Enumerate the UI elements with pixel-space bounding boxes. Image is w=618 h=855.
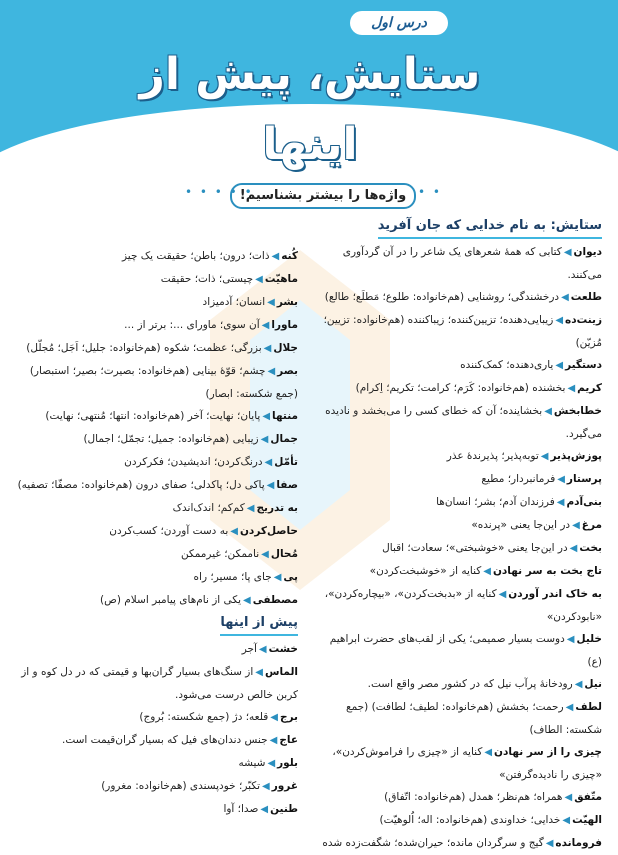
right-entries [312,241,602,855]
arrow-icon: ◀ [561,292,569,303]
glossary-definition: بخشنده (هم‌خانواده: کَرَم؛ کرامت؛ تکریم؛ اِکرام) [355,382,566,394]
glossary-definition: کنایه از «چیزی را فراموش‌کردن»، «چیزی را نادیده‌گرفتن» [332,746,602,781]
arrow-icon: ◀ [255,667,263,678]
glossary-entry [312,809,602,832]
glossary-entry [16,268,298,291]
glossary-entry [16,798,298,821]
glossary-term: به تدریج [256,502,298,514]
arrow-icon: ◀ [243,595,251,606]
glossary-term: طنین [270,803,298,815]
glossary-entry [312,309,602,354]
arrow-icon: ◀ [261,320,270,331]
glossary-definition: ناممکن؛ غیرممکن [180,548,260,560]
glossary-entry [16,752,298,775]
glossary-definition: خدایی؛ خداوندی (هم‌خانواده: اله؛ اُلوهیّت) [379,814,561,826]
arrow-icon: ◀ [260,434,269,445]
glossary-definition: تکبّر؛ خودپسندی (هم‌خانواده: مغرور) [101,780,261,792]
glossary-definition: آن سوی؛ ماورای ...: برتر از ... [124,319,260,331]
glossary-definition: همراه؛ هم‌نظر؛ همدل (هم‌خانواده: اتّفاق) [384,791,563,803]
glossary-entry [16,589,298,612]
glossary-entry [312,628,602,673]
glossary-definition: کنایه از «خوشبخت‌کردن» [369,565,482,577]
glossary-term: صفا [276,479,298,491]
arrow-icon: ◀ [264,457,273,468]
glossary-entry [312,354,602,377]
glossary-term: الهیّت [572,814,602,826]
page-title: ستایش، پیش از اینها [139,49,481,170]
arrow-icon: ◀ [258,644,267,655]
glossary-entry [16,451,298,474]
glossary-term: تأمّل [274,456,298,468]
arrow-icon: ◀ [269,735,278,746]
glossary-definition: پایان؛ نهایت؛ آخر (هم‌خانواده: انتها؛ مُنتهی؛ نهایت) [45,410,261,422]
arrow-icon: ◀ [498,589,507,600]
arrow-icon: ◀ [261,549,269,560]
arrow-icon: ◀ [271,251,280,262]
glossary-definition: آجر [241,643,257,655]
arrow-icon: ◀ [544,406,552,417]
glossary-term: خلیل [576,633,602,645]
glossary-entry [16,360,298,405]
arrow-icon: ◀ [266,480,275,491]
glossary-entry [16,729,298,752]
glossary-entry [312,491,602,514]
glossary-term: بصر [277,365,298,377]
glossary-entry [16,291,298,314]
glossary-entry [16,497,298,520]
arrow-icon: ◀ [557,474,565,485]
arrow-icon: ◀ [567,383,576,394]
glossary-entry [312,241,602,286]
glossary-term: بلور [277,757,298,769]
glossary-term: مصطفی [252,594,298,606]
arrow-icon: ◀ [555,315,564,326]
glossary-definition: رودخانهٔ پرآب نیل که در کشور مصر واقع است. [367,678,573,690]
glossary-term: منتها [272,410,298,422]
arrow-icon: ◀ [566,634,575,645]
arrow-icon: ◀ [246,503,255,514]
glossary-definition: به دست آوردن؛ کسب‌کردن [109,525,229,537]
glossary-term: غرور [271,780,298,792]
glossary-definition: توبه‌پذیر؛ پذیرندهٔ عذر [446,450,539,462]
glossary-entry [312,560,602,583]
glossary-entry [312,786,602,809]
glossary-definition: صدا؛ آوا [223,803,259,815]
glossary-term: مُحال [270,548,298,560]
glossary-term: لطف [575,701,602,713]
arrow-icon: ◀ [572,520,580,531]
arrow-icon: ◀ [267,297,275,308]
glossary-term: ماهیّت [264,273,298,285]
arrow-icon: ◀ [540,451,549,462]
glossary-term: چیزی را از سر نهادن [494,746,602,758]
glossary-definition: از سنگ‌های بسیار گران‌بها و قیمتی که در دل کوه و از کربن خالص درست می‌شود. [21,666,298,701]
decorative-dots-left: • • • • • [185,185,254,199]
glossary-definition: چیستی؛ ذات؛ حقیقت [160,273,254,285]
glossary-term: به خاک اندر آوردن [508,588,602,600]
glossary-entry [16,520,298,543]
arrow-icon: ◀ [484,747,493,758]
arrow-icon: ◀ [273,572,282,583]
glossary-entry [16,706,298,729]
decorative-dots-right: • • [418,185,442,199]
glossary-definition: انسان؛ آدمیزاد [202,296,266,308]
glossary-entry [16,661,298,706]
vocab-heading: واژه‌ها را بیشتر بشناسیم! [230,183,416,209]
glossary-term: خطابخش [553,405,602,417]
glossary-term: حاصل‌کردن [239,525,298,537]
glossary-term: بخت [579,542,602,554]
arrow-icon: ◀ [230,526,238,537]
glossary-term: مرغ [581,519,602,531]
glossary-definition: چشم؛ قوّهٔ بینایی (هم‌خانواده: بصیرت؛ بصیر؛ استبصار) (جمع شکسته: ابصار) [29,365,298,400]
glossary-term: تاج بخت به سر نهادن [492,565,602,577]
glossary-term: الماس [264,666,298,678]
glossary-definition: شیشه [238,757,266,769]
glossary-definition: زیبایی (هم‌خانواده: جمیل؛ تجمّل؛ اجمال) [83,433,259,445]
arrow-icon: ◀ [255,274,263,285]
arrow-icon: ◀ [267,758,276,769]
glossary-entry [312,832,602,855]
glossary-entry [312,696,602,741]
glossary-definition: دوست بسیار صمیمی؛ یکی از لقب‌های حضرت ابراهیم (ع) [329,633,602,668]
glossary-term: طلعت [570,291,602,303]
arrow-icon: ◀ [556,497,565,508]
glossary-entry [312,741,602,786]
glossary-term: پی [283,571,298,583]
glossary-definition: یکی از نام‌های پیامبر اسلام (ص) [100,594,242,606]
glossary-definition: رحمت؛ بخشش (هم‌خانواده: لطیف؛ لطافت) (جمع شکسته: الطاف) [346,701,602,736]
glossary-definition: کم‌کم؛ اندک‌اندک [172,502,245,514]
arrow-icon: ◀ [569,543,578,554]
glossary-term: زینت‌ده [565,314,602,326]
glossary-definition: کنایه از «بدبخت‌کردن»، «بیچاره‌کردن»، «نابودکردن» [324,588,602,623]
glossary-entry [312,673,602,696]
glossary-definition: زیبایی‌دهنده؛ تزیین‌کننده؛ زیباکننده (هم‌خانواده: تزیین؛ مُزیّن) [323,314,602,349]
left-entries-b [16,638,298,821]
glossary-definition: بزرگی؛ عظمت؛ شکوه (هم‌خانواده: جلیل؛ اَجَل؛ مُجلّل) [26,342,262,354]
arrow-icon: ◀ [260,804,269,815]
glossary-term: خشت [268,643,298,655]
glossary-definition: گیج و سرگردان مانده؛ حیران‌شده؛ شگفت‌زده شده [322,837,544,849]
arrow-icon: ◀ [262,411,271,422]
glossary-term: ماورا [271,319,298,331]
right-column [312,215,602,855]
glossary-entry [312,468,602,491]
arrow-icon: ◀ [270,712,278,723]
glossary-definition: در این‌جا یعنی «خوشبختی»؛ سعادت؛ اقبال [382,542,568,554]
glossary-term: عاج [279,734,298,746]
glossary-term: دیوان [573,246,602,258]
arrow-icon: ◀ [565,702,574,713]
arrow-icon: ◀ [545,838,554,849]
glossary-term: نیل [584,678,602,690]
arrow-icon: ◀ [555,360,564,371]
glossary-term: پرستار [566,473,602,485]
glossary-definition: قلعه؛ دژ (جمع شکسته: بُروج) [139,711,269,723]
glossary-term: فرومانده [555,837,602,849]
glossary-definition: پاکی دل؛ پاکدلی؛ صفای درون (هم‌خانواده: مصفّا؛ تصفیه) [17,479,265,491]
glossary-entry [312,583,602,628]
glossary-term: جمال [270,433,298,445]
glossary-term: برج [279,711,298,723]
glossary-definition: درخشندگی؛ روشنایی (هم‌خانواده: طلوع؛ مَطلَع؛ طالع) [324,291,560,303]
glossary-definition: در این‌جا یعنی «پرنده» [471,519,571,531]
left-column [16,245,298,821]
glossary-entry [16,543,298,566]
glossary-entry [312,445,602,468]
arrow-icon: ◀ [564,792,573,803]
glossary-term: کریم [577,382,602,394]
glossary-entry [312,537,602,560]
arrow-icon: ◀ [562,815,571,826]
glossary-entry [16,337,298,360]
glossary-entry [312,400,602,445]
glossary-term: کُنه [281,250,298,262]
glossary-definition: درنگ‌کردن؛ اندیشیدن؛ فکرکردن [124,456,263,468]
arrow-icon: ◀ [563,247,572,258]
glossary-term: بشر [276,296,298,308]
glossary-definition: ذات؛ درون؛ باطن؛ حقیقت یک چیز [121,250,270,262]
glossary-entry [312,286,602,309]
left-entries-a [16,245,298,612]
glossary-entry [16,428,298,451]
glossary-term: پوزش‌پذیر [550,450,602,462]
glossary-term: بنی‌آدم [566,496,602,508]
arrow-icon: ◀ [263,343,272,354]
lesson-label: درس اول [350,11,448,35]
glossary-definition: فرمانبردار؛ مطیع [481,473,556,485]
glossary-definition: جای پا؛ مسیر؛ راه [193,571,272,583]
glossary-term: متّفق [574,791,602,803]
glossary-term: جلال [273,342,298,354]
glossary-definition: بخشاینده؛ آن که خطای کسی را می‌بخشد و نادیده می‌گیرد. [325,405,602,440]
glossary-entry [312,514,602,537]
section-title-pish-az-inha: پیش از اینها [220,612,298,636]
glossary-entry [16,638,298,661]
glossary-definition: فرزندان آدم؛ بشر؛ انسان‌ها [436,496,555,508]
glossary-entry [16,566,298,589]
glossary-entry [16,245,298,268]
section-title-setayesh: ستایش: به نام خدایی که جان آفرید [378,215,602,239]
glossary-definition: کتابی که همهٔ شعرهای یک شاعر را در آن گردآوری می‌کنند. [342,246,602,281]
arrow-icon: ◀ [483,566,491,577]
glossary-entry [16,474,298,497]
arrow-icon: ◀ [262,781,270,792]
arrow-icon: ◀ [574,679,583,690]
glossary-definition: یاری‌دهنده؛ کمک‌کننده [460,359,554,371]
glossary-entry [312,377,602,400]
arrow-icon: ◀ [267,366,276,377]
glossary-term: دستگیر [565,359,602,371]
glossary-entry [16,314,298,337]
glossary-definition: جنس دندان‌های فیل که بسیار گران‌قیمت است. [61,734,268,746]
glossary-entry [16,405,298,428]
glossary-entry [16,775,298,798]
